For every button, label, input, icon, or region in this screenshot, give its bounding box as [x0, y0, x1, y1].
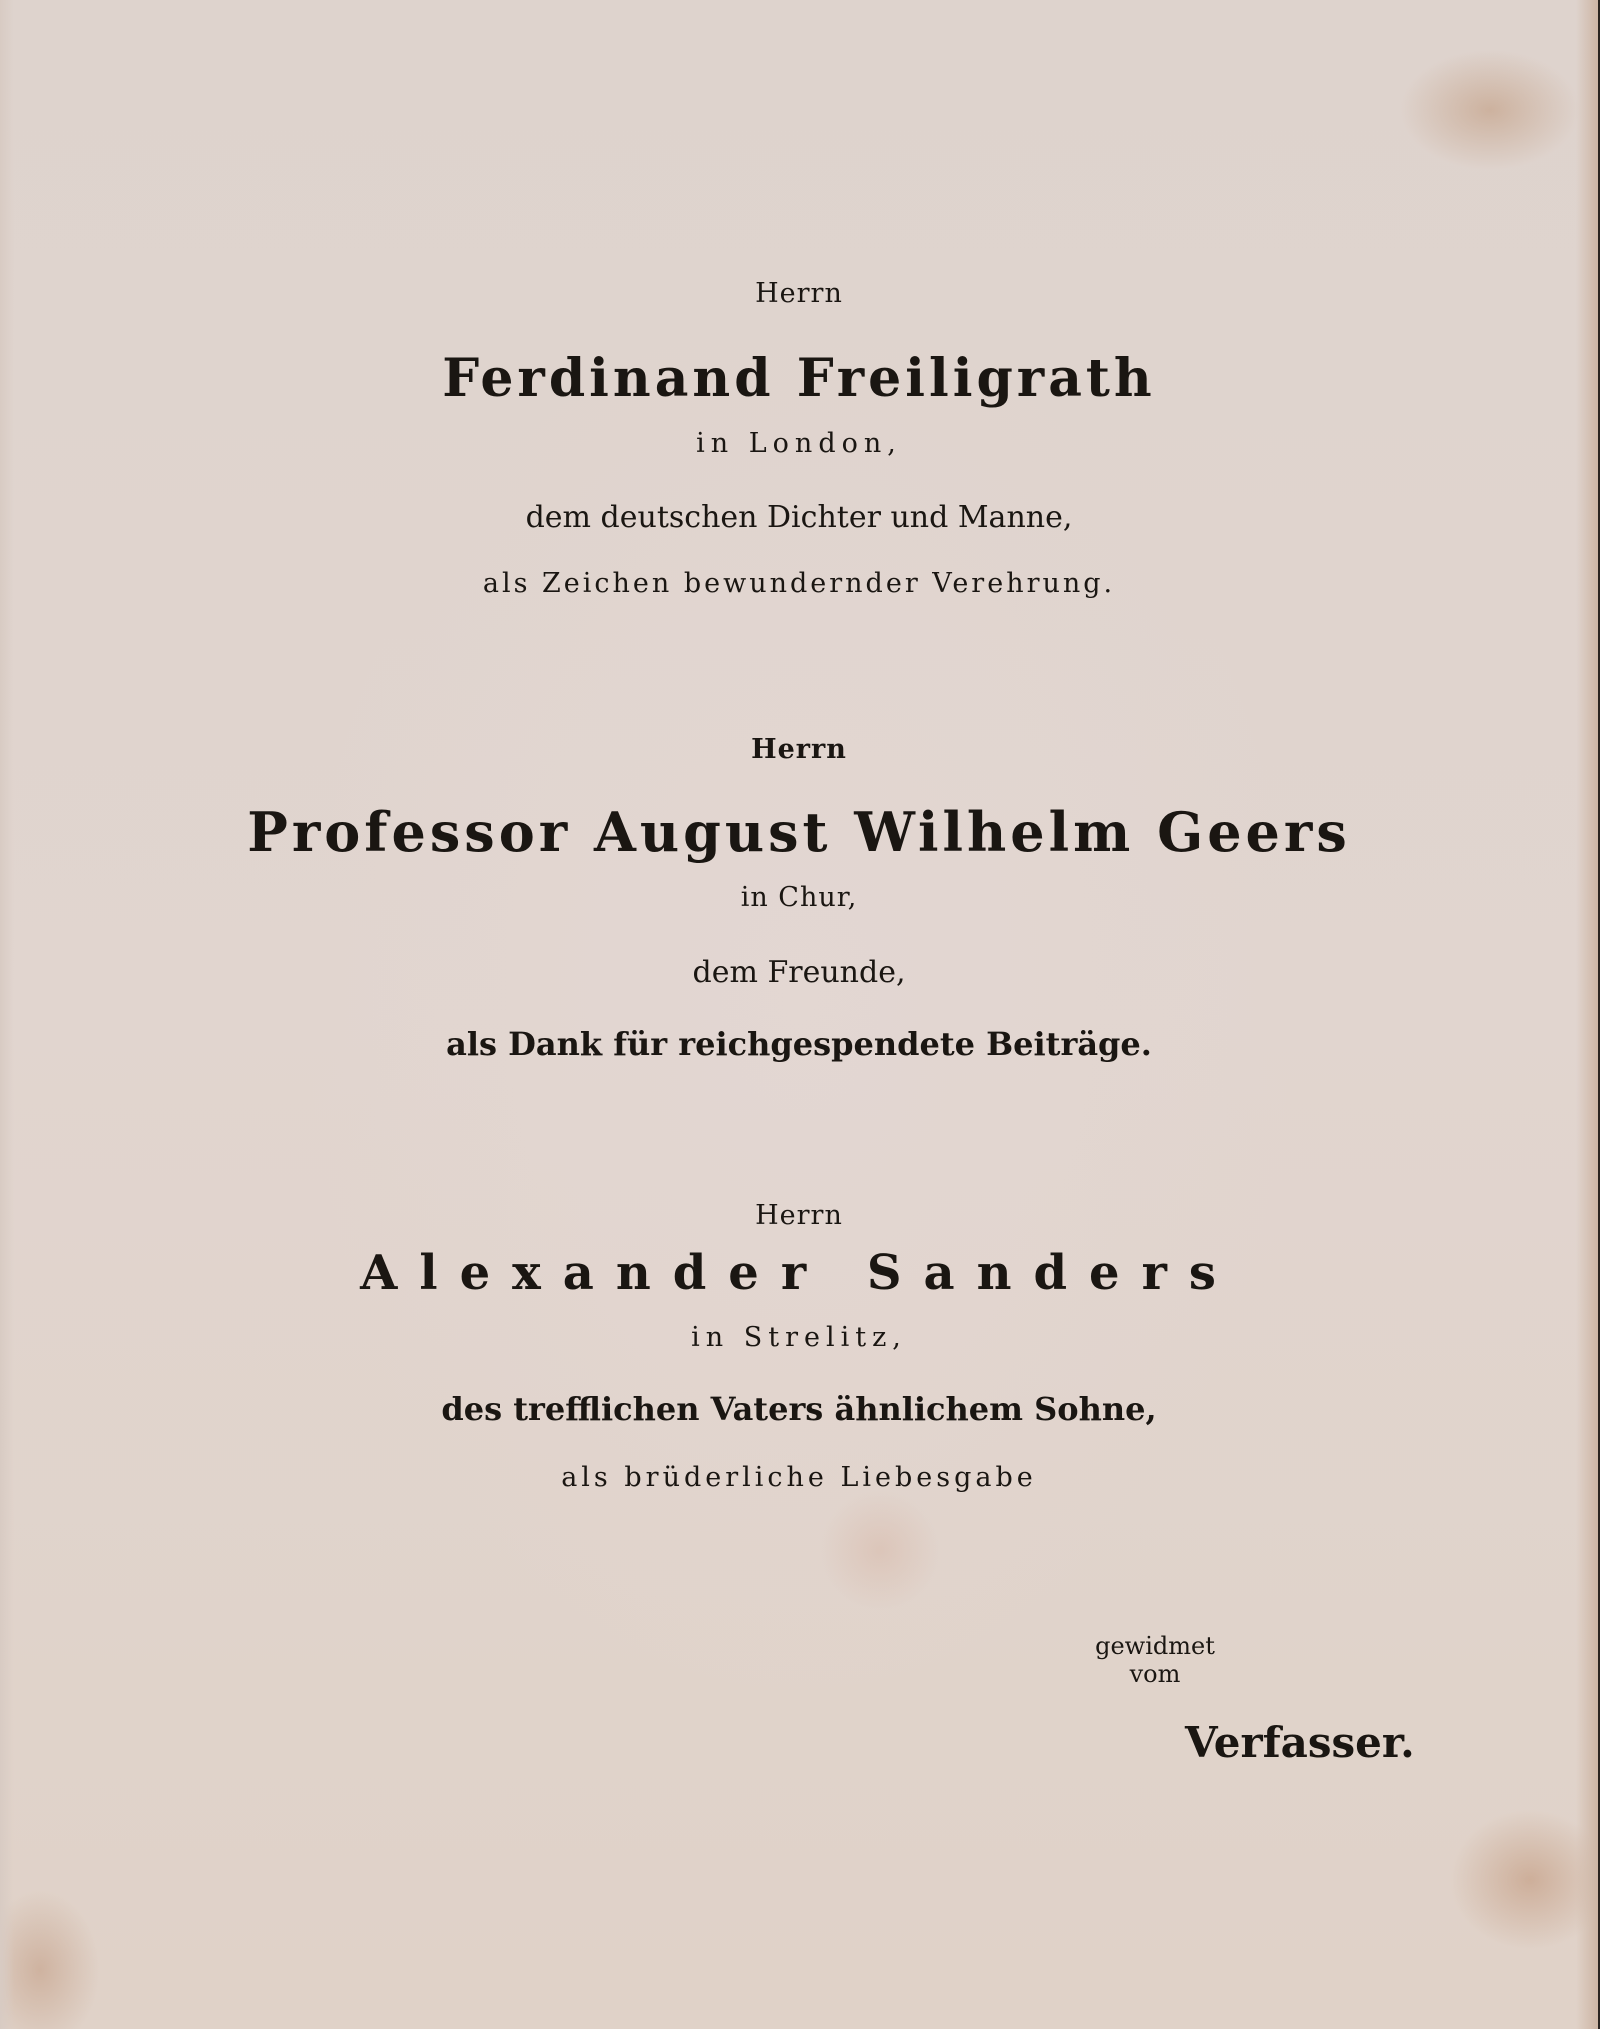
dedication-2-salutation: Herrn	[751, 734, 847, 765]
dedication-3-line-2: als brüderliche Liebesgabe	[561, 1462, 1037, 1493]
dedication-1-name: Ferdinand Freiligrath	[442, 348, 1156, 409]
dedication-3-name: Alexander Sanders	[360, 1245, 1238, 1301]
dedication-3-salutation: Herrn	[755, 1200, 843, 1231]
dedication-2-line-1: dem Freunde,	[692, 955, 906, 990]
dedication-1-location: in London,	[696, 428, 902, 459]
author-signature-text: Verfasser.	[1185, 1718, 1415, 1767]
dedication-2-location: in Chur,	[740, 882, 858, 913]
dedication-2-name: Professor August Wilhelm Geers	[247, 800, 1351, 864]
dedication-3-location: in Strelitz,	[691, 1322, 907, 1353]
dedication-1-line-2: als Zeichen bewundernder Verehrung.	[482, 568, 1116, 599]
dedication-1-salutation: Herrn	[755, 278, 843, 309]
dedication-3-line-1: des trefflichen Vaters ähnlichem Sohne,	[441, 1390, 1157, 1428]
dedication-2-line-2: als Dank für reichgespendete Beiträge.	[446, 1025, 1152, 1063]
dedicated-by-text: gewidmet vom	[1095, 1632, 1215, 1688]
dedication-1-line-1: dem deutschen Dichter und Manne,	[525, 500, 1073, 535]
